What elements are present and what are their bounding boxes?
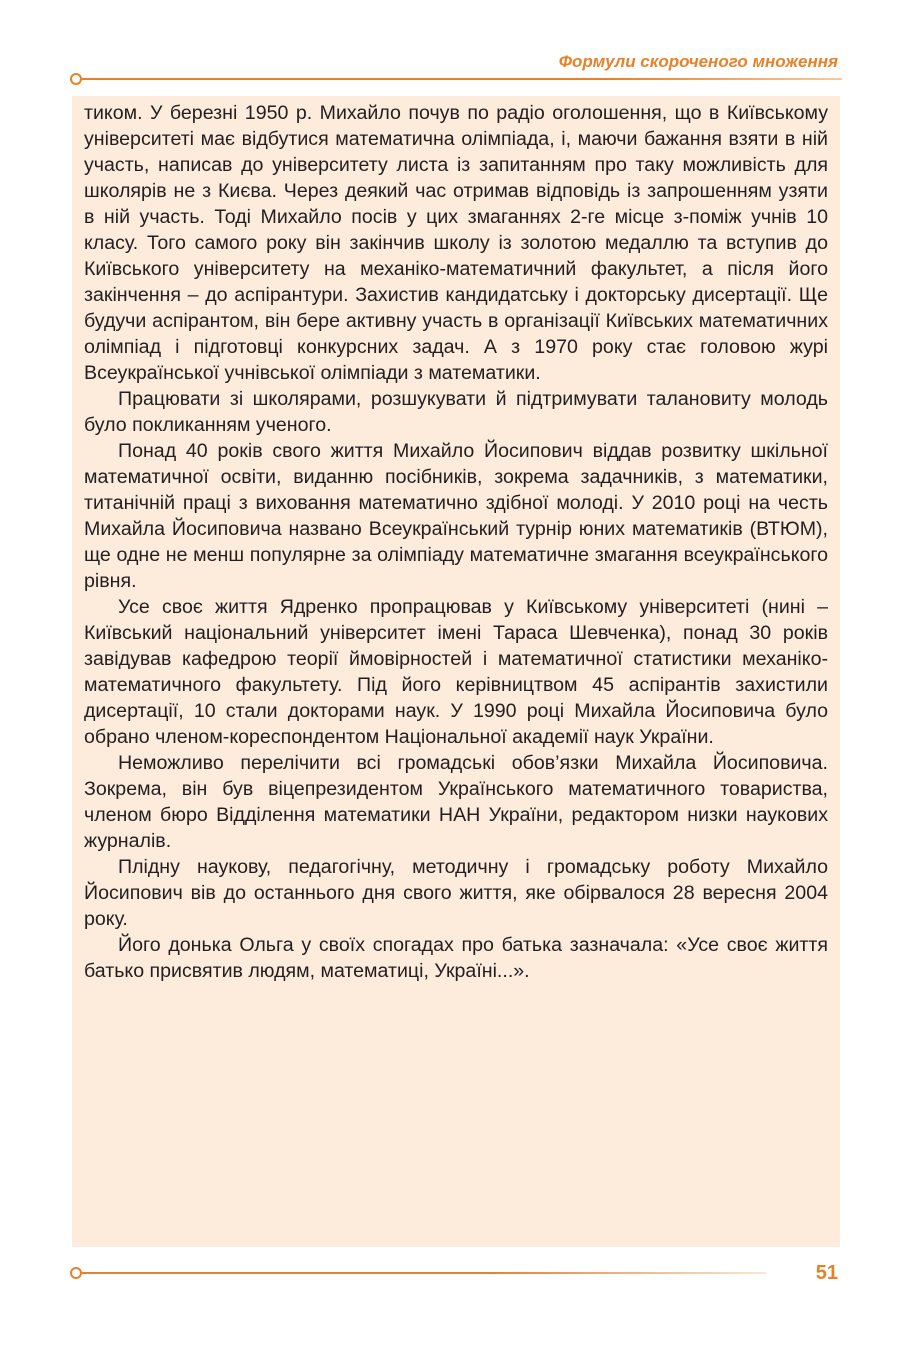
- paragraph-4: Усе своє життя Ядренко пропрацював у Київському університеті (нині – Київський національний університет імені Тараса Шевченка), понад 30 років завідував кафедрою теорії ймовірностей і математичної статистики механіко-математичного факультету. Під його керівництвом 45 аспірантів захистили дисертації, 10 стали докторами наук. У 1990 році Михайла Йосиповича було обрано членом-кореспондентом Національної академії наук України.: [84, 596, 828, 748]
- header-rule: [76, 78, 842, 80]
- page-number: 51: [815, 1262, 838, 1284]
- paragraph-3: Понад 40 років свого життя Михайло Йосипович віддав розвитку шкільної математичної освіти, виданню посібників, зокрема задачників, з математики, титанічній праці з виховання математично здібної молоді. У 2010 році на честь Михайла Йосиповича названо Всеукраїнський турнір юних математиків (ВТЮМ), ще одне не менш популярне за олімпіаду математичне змагання всеукраїнського рівня.: [84, 440, 828, 592]
- header-rule-dot-icon: [70, 73, 82, 85]
- paragraph-2: Працювати зі школярами, розшукувати й підтримувати талановиту молодь було покликанням ученого.: [84, 388, 828, 436]
- footer-rule: [76, 1272, 766, 1274]
- running-header-title: Формули скороченого множення: [558, 52, 838, 71]
- paragraph-7: Його донька Ольга у своїх спогадах про батька зазначала: «Усе своє життя батько присвятив людям, математиці, Україні...».: [84, 934, 828, 982]
- paragraph-5: Неможливо перелічити всі громадські обов’язки Михайла Йосиповича. Зокрема, він був віцепрезидентом Українського математичного товариства, членом бюро Відділення математики НАН України, редактором низки наукових журналів.: [84, 752, 828, 852]
- paragraph-6: Плідну наукову, педагогічну, методичну і громадську роботу Михайло Йосипович вів до останнього дня свого життя, яке обірвалося 28 вересня 2004 року.: [84, 856, 828, 930]
- footer-rule-dot-icon: [70, 1267, 82, 1279]
- biography-text-box: [72, 96, 840, 1247]
- paragraph-1: тиком. У березні 1950 р. Михайло почув по радіо оголошення, що в Київському університеті має відбутися математична олімпіада, і, маючи бажання взяти в ній участь, написав до університету листа із запитанням про таку можливість для школярів не з Києва. Через деякий час отримав відповідь із запрошенням узяти в ній участь. Тоді Михайло посів у цих змаганнях 2-ге місце з-поміж учнів 10 класу. Того самого року він закінчив школу із золотою медаллю та вступив до Київського університету на механіко-математичний факультет, а після його закінчення – до аспірантури. Захистив кандидатську і докторську дисертації. Ще будучи аспірантом, він бере активну участь в організації Київських математичних олімпіад і підготовці конкурсних задач. А з 1970 року стає головою журі Всеукраїнської учнівської олімпіади з математики.: [84, 102, 828, 384]
